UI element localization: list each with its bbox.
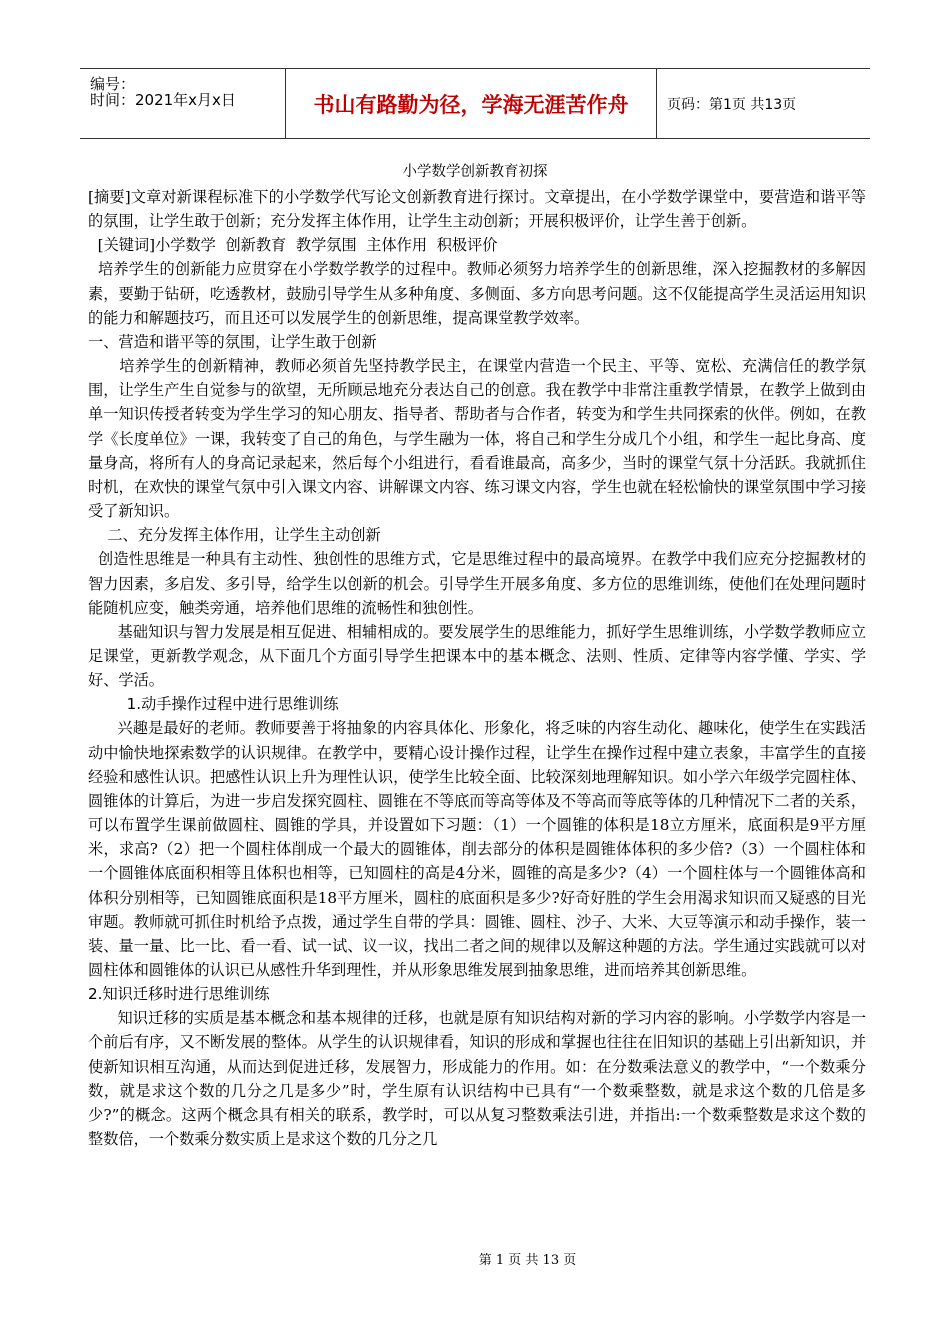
subsection-heading-1: 1.动手操作过程中进行思维训练	[88, 695, 339, 714]
header-table	[80, 68, 870, 139]
header-page-cell	[657, 69, 870, 138]
motto: 书山有路勤为径，学海无涯苦作舟	[313, 92, 629, 117]
body-paragraph: 培养学生的创新精神，教师必须首先坚持教学民主，在课堂内营造一个民主、平等、宽松、充满信任的教学氛围，让学生产生自觉参与的欲望，无所顾忌地充分表达自己的创意。我在教学中非常注重教学情景，在教学上做到由单一知识传授者转变为学生学习的知心朋友、指导者、帮助者与合作者，转变为和学生共同探索的伙伴。例如，在教学《长度单位》一课，我转变了自己的角色，与学生融为一体，将自己和学生分成几个小组，和学生一起比身高、度量身高，将所有人的身高记录起来，然后每个小组进行，看看谁最高，高多少，当时的课堂气氛十分活跃。我就抓住时机，在欢快的课堂气氛中引入课文内容、讲解课文内容、练习课文内容，学生也就在轻松愉快的课堂氛围中学习接受了新知识。	[88, 357, 866, 521]
time-label: 时间：2021年x月x日	[90, 91, 236, 109]
intro-paragraph: 培养学生的创新能力应贯穿在小学数学教学的过程中。教师必须努力培养学生的创新思维，深入挖掘教材的多解因素，要勤于钻研，吃透教材，鼓励引导学生从多种角度、多侧面、多方向思考问题。这不仅能提高学生灵活运用知识的能力和解题技巧，而且还可以发展学生的创新思维，提高课堂教学效率。	[88, 260, 867, 327]
document-body	[88, 185, 866, 1151]
header-motto-cell	[286, 69, 657, 138]
abstract-paragraph: [摘要]文章对新课程标准下的小学数学代写论文创新教育进行探讨。文章提出，在小学数学课堂中，要营造和谐平等的氛围，让学生敢于创新；充分发挥主体作用，让学生主动创新；开展积极评价，让学生善于创新。	[88, 188, 866, 231]
header-meta-cell	[80, 69, 286, 138]
body-paragraph: 基础知识与智力发展是相互促进、相辅相成的。要发展学生的思维能力，抓好学生思维训练，小学数学教师应立足课堂，更新教学观念，从下面几个方面引导学生把课本中的基本概念、法则、性质、定律等内容学懂、学实、学好、学活。	[88, 622, 867, 690]
body-paragraph: 创造性思维是一种具有主动性、独创性的思维方式，它是思维过程中的最高境界。在教学中我们应充分挖掘教材的智力因素，多启发、多引导，给学生以创新的机会。引导学生开展多角度、多方位的思维训练，使他们在处理问题时能随机应变，触类旁通，培养他们思维的流畅性和独创性。	[88, 550, 867, 617]
section-heading-1: 一、营造和谐平等的氛围，让学生敢于创新	[88, 332, 377, 351]
document-title: 小学数学创新教育初探	[402, 164, 548, 180]
page-footer: 第 1 页 共 13 页	[478, 1253, 577, 1268]
page-label: 页码：第1页 共13页	[667, 96, 797, 113]
subsection-heading-2: 2.知识迁移时进行思维训练	[88, 985, 270, 1004]
body-paragraph: 兴趣是最好的老师。教师要善于将抽象的内容具体化、形象化，将乏味的内容生动化、趣味化，使学生在实践活动中愉快地探索数学的认识规律。在教学中，要精心设计操作过程，让学生在操作过程中建立表象，丰富学生的直接经验和感性认识。把感性认识上升为理性认识，使学生比较全面、比较深刻地理解知识。如小学六年级学完圆柱体、圆锥体的计算后，为进一步启发探究圆柱、圆锥在不等底而等高等体及不等高而等底等体的几种情况下二者的关系，可以布置学生课前做圆柱、圆锥的学具，并设置如下习题：（1）一个圆锥的体积是18立方厘米，底面积是9平方厘米，求高?（2）把一个圆柱体削成一个最大的圆锥体，削去部分的体积是圆锥体体积的多少倍?（3）一个圆柱体和一个圆锥体底面积相等且体积也相等，已知圆柱的高是4分米，圆锥的高是多少?（4）一个圆柱体与一个圆锥体高和体积分别相等，已知圆锥底面积是18平方厘米，圆柱的底面积是多少?好奇好胜的学生会用渴求知识而又疑惑的目光审题。教师就可抓住时机给予点拨，通过学生自带的学具：圆锥、圆柱、沙子、大米、大豆等演示和动手操作，装一装、量一量、比一比、看一看、试一试、议一议，找出二者之间的规律以及解这种题的方法。学生通过实践就可以对圆柱体和圆锥体的认识已从感性升华到理性，并从形象思维发展到抽象思维，进而培养其创新思维。	[88, 719, 867, 979]
body-paragraph: 知识迁移的实质是基本概念和基本规律的迁移，也就是原有知识结构对新的学习内容的影响。小学数学内容是一个前后有序，又不断发展的整体。从学生的认识规律看，知识的形成和掌握也往往在旧知识的基础上引出新知识，并使新知识相互沟通，从而达到促进迁移，发展智力，形成能力的作用。如：在分数乘法意义的教学中，“一个数乘分数，就是求这个数的几分之几是多少”时，学生原有认识结构中已具有“一个数乘整数，就是求这个数的几倍是多少?”的概念。这两个概念具有相关的联系，教学时，可以从复习整数乘法引进，并指出:一个数乘整数是求这个数的整数倍，一个数乘分数实质上是求这个数的几分之几	[88, 1009, 867, 1149]
keywords-paragraph: [关键词]小学数学 创新教育 教学氛围 主体作用 积极评价	[88, 236, 498, 255]
section-heading-2: 二、充分发挥主体作用，让学生主动创新	[88, 526, 381, 545]
number-label: 编号：	[90, 75, 136, 93]
